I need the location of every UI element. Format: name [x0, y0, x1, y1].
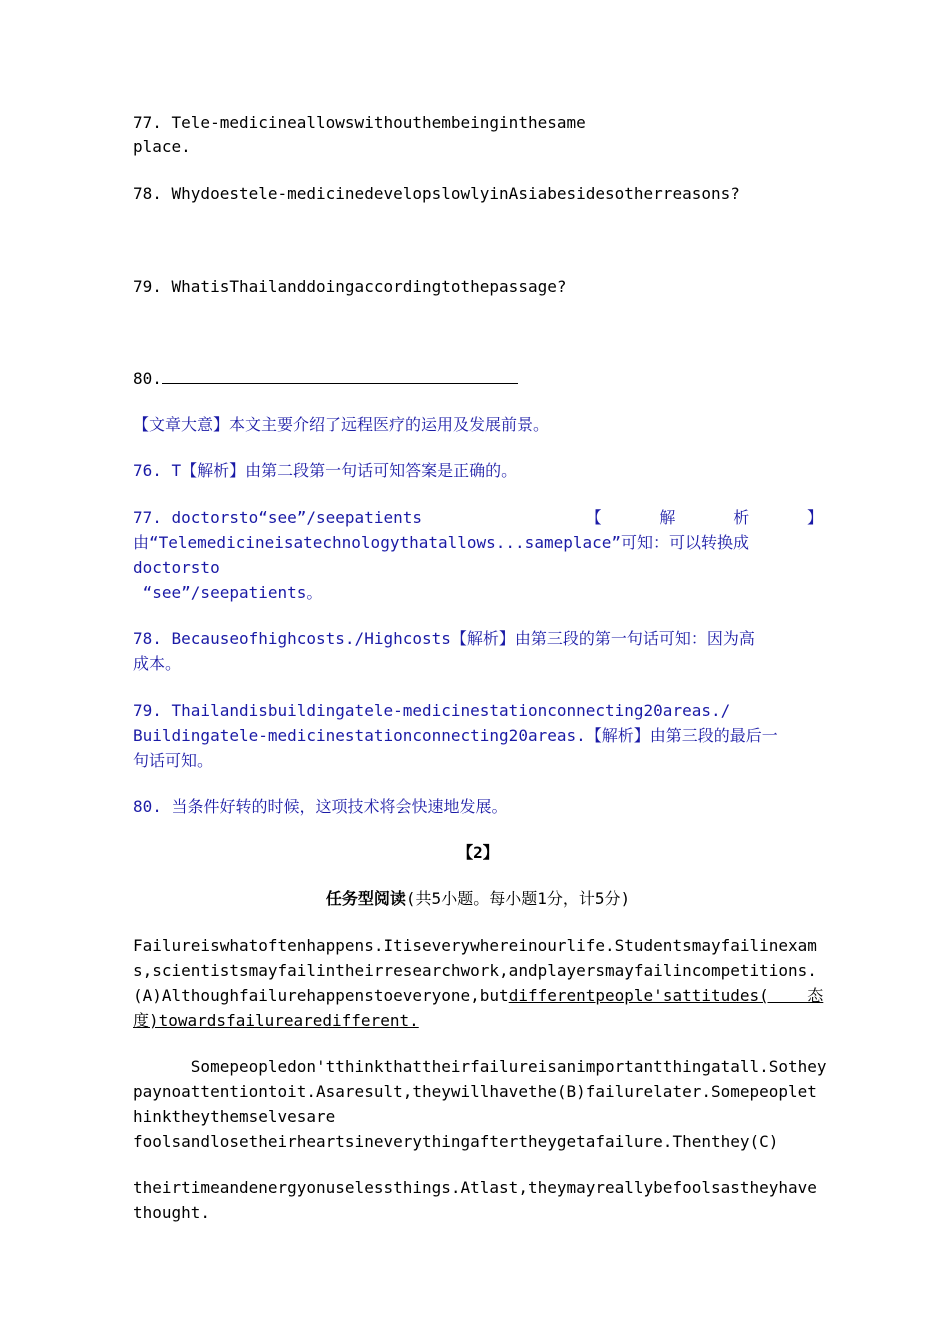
answer-76: 76. T【解析】由第二段第一句话可知答案是正确的。: [133, 461, 518, 480]
question-80-answer-blank: [162, 369, 518, 384]
answer-77-jiexi-label: 【 解 析 】: [585, 508, 823, 527]
passage-p1-line3-start: (A)Althoughfailurehappenstoeveryone,but: [133, 986, 509, 1005]
answer-summary: 【文章大意】本文主要介绍了远程医疗的运用及发展前景。: [133, 415, 550, 434]
section-heading-note: (共5小题。每小题1分，计5分): [405, 889, 631, 908]
passage-p2-line6: thought.: [133, 1203, 211, 1222]
passage-p1-line3: [133, 985, 823, 1007]
question-79: 79. WhatisThailanddoingaccordingtothepassage?: [133, 277, 567, 296]
question-80: [133, 368, 518, 390]
answer-77-line4: “see”/seepatients。: [133, 583, 323, 602]
answer-77-line2: 由“Telemedicineisatechnologythatallows...sameplace”可知：可以转换成: [133, 533, 750, 552]
underlined-sentence-a: differentpeople'sattitudes( 态: [508, 986, 824, 1005]
passage-p2-line1: Somepeopledon'tthinkthattheirfailureisanimportantthingatall.Sothey: [133, 1057, 827, 1076]
passage-p2-line3: hinktheythemselvesare: [133, 1107, 336, 1126]
passage-p1-line1: Failureiswhatoftenhappens.Itiseverywhereinourlife.Studentsmayfailinexam: [133, 936, 817, 955]
answer-80: 80. 当条件好转的时候，这项技术将会快速地发展。: [133, 797, 508, 816]
answer-78-line2: 成本。: [133, 654, 182, 673]
answer-77-line3: doctorsto: [133, 558, 220, 577]
question-77-line2: place.: [133, 137, 191, 156]
answer-79-line2: Buildingatele-medicinestationconnecting20areas.【解析】由第三段的最后一: [133, 726, 778, 745]
question-77-line1: 77. Tele-medicineallowswithouthembeinginthesame: [133, 113, 586, 132]
section-heading-title: 任务型阅读: [325, 889, 406, 908]
question-78: 78. Whydoestele-medicinedevelopslowlyinAsiabesidesotherreasons?: [133, 184, 740, 203]
passage-p2-line5: theirtimeandenergyonuselessthings.Atlast,theymayreallybefoolsastheyhave: [133, 1178, 817, 1197]
section-heading: [133, 888, 823, 910]
passage-p1-line2: s,scientistsmayfailintheirresearchwork,andplayersmayfailincompetitions.: [133, 961, 817, 980]
passage-p2-line4: foolsandlosetheirheartsineverythingaftertheygetafailure.Thenthey(C): [133, 1132, 779, 1151]
section-number: 【2】: [457, 843, 499, 862]
answer-78-line1: 78. Becauseofhighcosts./Highcosts【解析】由第三段的第一句话可知：因为高: [133, 629, 755, 648]
answer-79-line1: 79. Thailandisbuildingatele-medicinestationconnecting20areas./: [133, 701, 731, 720]
question-80-number: 80.: [133, 369, 162, 388]
answer-79-line3: 句话可知。: [133, 751, 214, 770]
passage-p1-line4: 度)towardsfailurearedifferent.: [133, 1011, 419, 1030]
passage-p2-line2: paynoattentiontoit.Asaresult,theywillhavethe(B)failurelater.Somepeoplet: [133, 1082, 817, 1101]
answer-77-line1a: 77. doctorsto“see”/seepatients: [133, 508, 422, 527]
